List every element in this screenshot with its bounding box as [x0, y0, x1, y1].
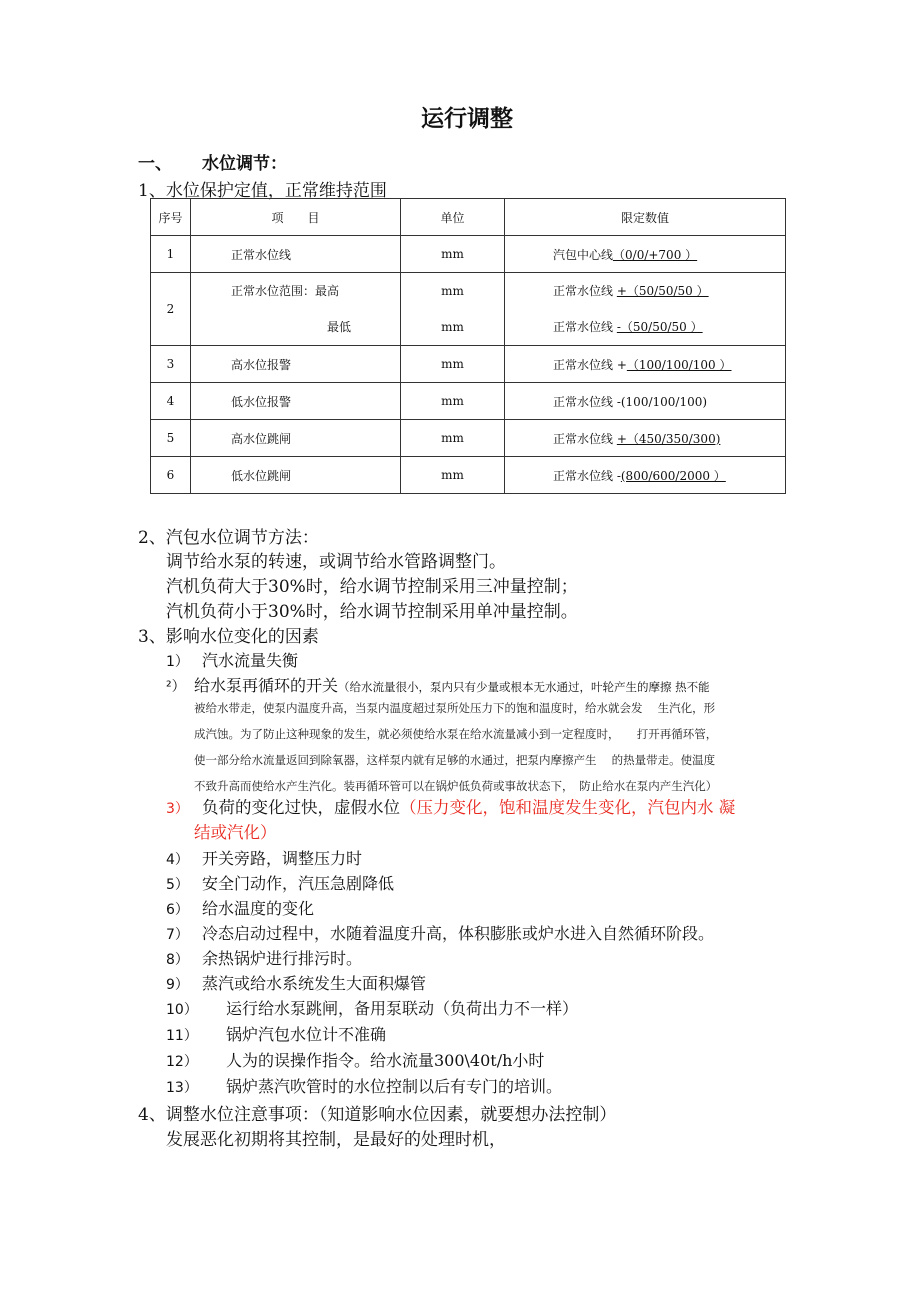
table-row	[151, 346, 786, 383]
table-row	[151, 383, 786, 420]
factor-number: 5）	[166, 877, 189, 893]
limit-prefix: 正常水位线 +	[553, 357, 627, 372]
limit-prefix: 正常水位线	[553, 431, 614, 446]
factor-detail: （给水流量很小，泵内只有少量或根本无水通过，叶轮产生的摩擦 热不能	[338, 680, 710, 694]
factor-5	[166, 871, 394, 894]
limit-prefix: 正常水位线	[553, 320, 614, 334]
factor-number: 11）	[166, 1028, 198, 1044]
factor-number: 8）	[166, 952, 189, 968]
row-limit	[505, 420, 786, 457]
row-no: 2	[151, 273, 191, 346]
limit-value: -（50/50/50 ）	[616, 320, 703, 334]
row-item: 低水位报警	[191, 383, 401, 420]
factor-number: 12）	[166, 1054, 198, 1070]
factor-text: 锅炉汽包水位计不准确	[226, 1025, 387, 1044]
row-item	[191, 273, 401, 346]
row-no: 3	[151, 346, 191, 383]
limit-value: +（50/50/50 ）	[616, 284, 709, 298]
factor-text: 给水温度的变化	[202, 899, 315, 918]
limit-value: +（450/350/300)	[616, 431, 721, 446]
row-item-max: 正常水位范围：最高	[231, 284, 340, 298]
row-unit: mm	[401, 420, 505, 457]
row-limit	[505, 457, 786, 494]
limit-prefix: 正常水位线 -(100/100/100)	[553, 394, 708, 409]
row-unit	[401, 273, 505, 346]
row-limit	[505, 346, 786, 383]
factor-number: 3）	[166, 801, 189, 817]
factor-12	[166, 1048, 544, 1071]
table-row	[151, 420, 786, 457]
factor-text: 汽水流量失衡	[202, 651, 299, 670]
row-item: 高水位报警	[191, 346, 401, 383]
limit-prefix: 汽包中心线	[553, 247, 614, 262]
header-unit: 单位	[401, 199, 505, 236]
factor-9	[166, 971, 426, 994]
factor-7	[166, 921, 714, 944]
factor-4	[166, 846, 362, 869]
factor-number: 7）	[166, 927, 189, 943]
row-unit: mm	[401, 346, 505, 383]
header-item: 项 目	[191, 199, 401, 236]
row-no: 4	[151, 383, 191, 420]
factor-2-detail	[194, 695, 800, 799]
row-item-min: 最低	[327, 320, 352, 334]
detail-line: 不致升高而使给水产生汽化。装再循环管可以在锅炉低负荷或事故状态下， 防止给水在泵内产生汽化）	[194, 779, 718, 793]
row-unit: mm	[401, 457, 505, 494]
factor-text: 给水泵再循环的开关	[194, 676, 339, 695]
item4-label: 4、调整水位注意事项：（知道影响水位因素，就要想办法控制）	[138, 1105, 617, 1125]
factor-number: 1）	[166, 654, 189, 670]
factor-text: 负荷的变化过快，虚假水位	[202, 798, 400, 817]
factor-red-note: （压力变化，饱和温度发生变化，汽包内水 凝	[400, 798, 736, 817]
item3-label: 3、影响水位变化的因素	[138, 627, 319, 647]
detail-line: 使一部分给水流量返回到除氧器，这样泵内就有足够的水通过，把泵内摩擦产生 的热量带走。使温度	[194, 753, 716, 767]
item2-line-2: 汽机负荷大于30%时，给水调节控制采用三冲量控制；	[166, 577, 578, 597]
row-unit-max: mm	[441, 284, 464, 298]
factor-red-note-2: 结或汽化）	[194, 823, 277, 842]
header-limit: 限定数值	[505, 199, 786, 236]
row-item: 低水位跳闸	[191, 457, 401, 494]
factor-3	[166, 796, 806, 844]
row-limit	[505, 273, 786, 346]
factor-6	[166, 896, 314, 919]
factor-1	[166, 648, 298, 671]
limit-prefix: 正常水位线	[553, 284, 614, 298]
limit-max	[553, 273, 785, 309]
row-unit: mm	[401, 236, 505, 273]
factor-text: 运行给水泵跳闸，备用泵联动（负荷出力不一样）	[226, 999, 579, 1018]
factor-2	[166, 673, 710, 696]
detail-line: 成汽蚀。为了防止这种现象的发生，就必须使给水泵在给水流量减小到一定程度时， 打开再循环管，	[194, 727, 718, 741]
factor-text: 冷态启动过程中，水随着温度升高，体积膨胀或炉水进入自然循环阶段。	[202, 924, 715, 943]
factor-text: 开关旁路，调整压力时	[202, 849, 363, 868]
factor-number: 9）	[166, 977, 189, 993]
section-title: 水位调节：	[202, 154, 287, 174]
table-header-row	[151, 199, 786, 236]
row-no: 1	[151, 236, 191, 273]
limits-table	[150, 198, 786, 494]
section-heading	[138, 149, 287, 174]
row-limit	[505, 236, 786, 273]
row-limit	[505, 383, 786, 420]
page-title: 运行调整	[421, 106, 513, 132]
limit-value: (800/600/2000 ）	[620, 468, 726, 483]
item2-label: 2、汽包水位调节方法：	[138, 528, 319, 548]
item1-label: 1、水位保护定值，正常维持范围	[138, 181, 387, 201]
table-row	[151, 236, 786, 273]
row-no: 6	[151, 457, 191, 494]
factor-8	[166, 946, 362, 969]
limit-min	[553, 309, 785, 345]
factor-13	[166, 1074, 562, 1097]
factor-text: 人为的误操作指令。给水流量300\40t/h小时	[226, 1051, 545, 1070]
factor-text: 蒸汽或给水系统发生大面积爆管	[202, 974, 427, 993]
row-item: 正常水位线	[191, 236, 401, 273]
table-row	[151, 273, 786, 346]
factor-number: 13）	[166, 1080, 198, 1096]
row-unit-min: mm	[441, 320, 464, 334]
section-number: 一、	[138, 154, 172, 174]
row-unit: mm	[401, 383, 505, 420]
factor-text: 余热锅炉进行排污时。	[202, 949, 363, 968]
factor-number: 10）	[166, 1002, 198, 1018]
limit-value: （0/0/+700 ）	[613, 247, 698, 262]
item2-line-1: 调节给水泵的转速，或调节给水管路调整门。	[166, 552, 506, 572]
limit-prefix: 正常水位线 -	[553, 468, 621, 483]
factor-text: 锅炉蒸汽吹管时的水位控制以后有专门的培训。	[226, 1077, 563, 1096]
table-row	[151, 457, 786, 494]
factor-number: 4）	[166, 852, 189, 868]
factor-10	[166, 996, 578, 1019]
factor-text: 安全门动作，汽压急剧降低	[202, 874, 395, 893]
detail-line: 被给水带走，使泵内温度升高，当泵内温度超过泵所处压力下的饱和温度时，给水就会发 生汽化，形	[194, 701, 716, 715]
factor-number: 6）	[166, 902, 189, 918]
row-no: 5	[151, 420, 191, 457]
row-item: 高水位跳闸	[191, 420, 401, 457]
item4-line: 发展恶化初期将其控制，是最好的处理时机，	[166, 1130, 506, 1150]
factor-number: ²）	[166, 679, 186, 695]
factor-11	[166, 1022, 386, 1045]
limit-value: （100/100/100 ）	[626, 357, 732, 372]
header-no: 序号	[151, 199, 191, 236]
item2-line-3: 汽机负荷小于30%时，给水调节控制采用单冲量控制。	[166, 602, 578, 622]
